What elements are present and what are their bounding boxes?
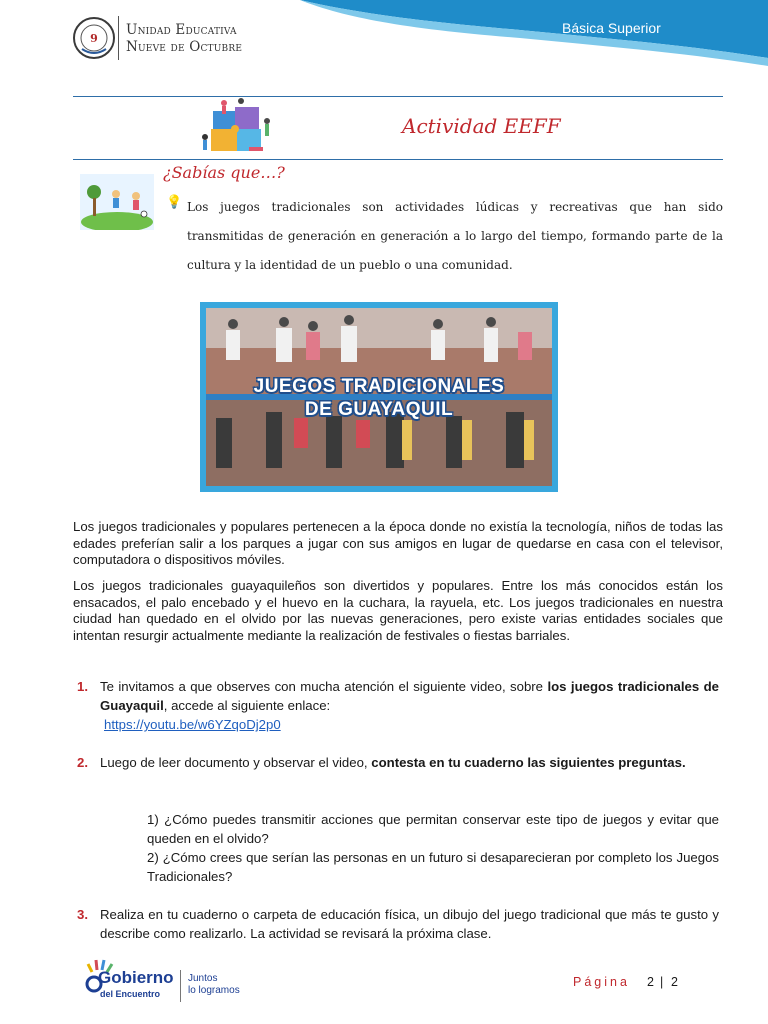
youtube-link[interactable]: https://youtu.be/w6YZqoDj2p0 [104,717,281,732]
activity-title: Actividad EEFF [402,114,561,138]
footer-divider [180,970,181,1002]
sabias-que-heading: ¿Sabías que…? [163,163,285,182]
task-2-bold: contesta en tu cuaderno las siguientes preguntas. [371,755,686,770]
question-2: 2) ¿Cómo crees que serían las personas en un futuro si desaparecieran por completo los Juegos Tradicionales? [147,850,719,884]
task-3-number: 3. [77,907,88,922]
page-separator: | [660,975,664,989]
puzzle-people-illustration [197,97,279,159]
bottom-rule [73,159,723,160]
gobierno-subtitle: del Encuentro [100,989,161,999]
kids-playing-illustration [80,174,154,230]
school-crest-logo [72,15,116,61]
juegos-tradicionales-photo [200,302,558,492]
question-1: 1) ¿Cómo puedes transmitir acciones que permitan conservar este tipo de juegos y evitar que queden en el olvido? [147,812,719,846]
task-1-number: 1. [77,679,88,694]
photo-title-line2: DE GUAYAQUIL [304,399,454,420]
task-1-pre: Te invitamos a que observes con mucha atención el siguiente video, sobre [100,679,548,694]
task-2-pre: Luego de leer documento y observar el video, [100,755,372,770]
page-label: Página [573,975,630,989]
task-3-text: Realiza en tu cuaderno o carpeta de educación física, un dibujo del juego tradicional que más te gusto y describe como realizarlo. La actividad se revisará la próxima clase. [100,907,719,941]
task-1-bold: los juegos tradicionales de Guayaquil [100,679,719,713]
page-current: 2 [647,975,654,989]
photo-title-line1: JUEGOS TRADICIONALES [253,376,505,397]
paragraph-1: Los juegos tradicionales y populares pertenecen a la época donde no existía la tecnología, niños de todas las edades preferían salir a los parques a jugar con sus amigos en lugar de quedarse en casa con el televisor, computadora o dispositivos móviles. [73,519,723,567]
task-2-number: 2. [77,755,88,770]
top-rule [73,96,723,97]
page-total: 2 [671,975,678,989]
gobierno-wordmark: Gobierno [98,968,174,987]
intro-paragraph: Los juegos tradicionales son actividades lúdicas y recreativas que han sido transmitidas de generación en generación a lo largo del tiempo, formando parte de la cultura y la identidad de un pueblo o una comunidad. [187,200,723,272]
lightbulb-icon: 💡 [166,195,183,210]
slogan [188,973,240,997]
section-label: Básica Superior [562,20,661,36]
svg-text:9: 9 [90,32,98,45]
task-1-post: , accede al siguiente enlace: [163,698,331,713]
task-1-text [100,677,719,715]
slogan-line1: Juntos [188,973,218,984]
school-name-line2: Nueve de Octubre [126,39,243,55]
task-2-text [100,753,719,772]
school-name-line1: Unidad Educativa [126,22,237,38]
paragraph-2: Los juegos tradicionales guayaquileños son divertidos y populares. Entre los más conocidos están los ensacados, el palo encebado y el huevo en la cuchara, la rayuela, etc. Los juegos tradicionales en nuestra ciudad han quedado en el olvido por las nuevas generaciones, pero existe varias entidades sociales que intentan resurgir actualmente mediante la realización de festivales o fiestas barriales. [73,578,723,643]
school-name [126,22,242,56]
school-divider [118,16,119,60]
slogan-line2: lo logramos [188,985,240,996]
